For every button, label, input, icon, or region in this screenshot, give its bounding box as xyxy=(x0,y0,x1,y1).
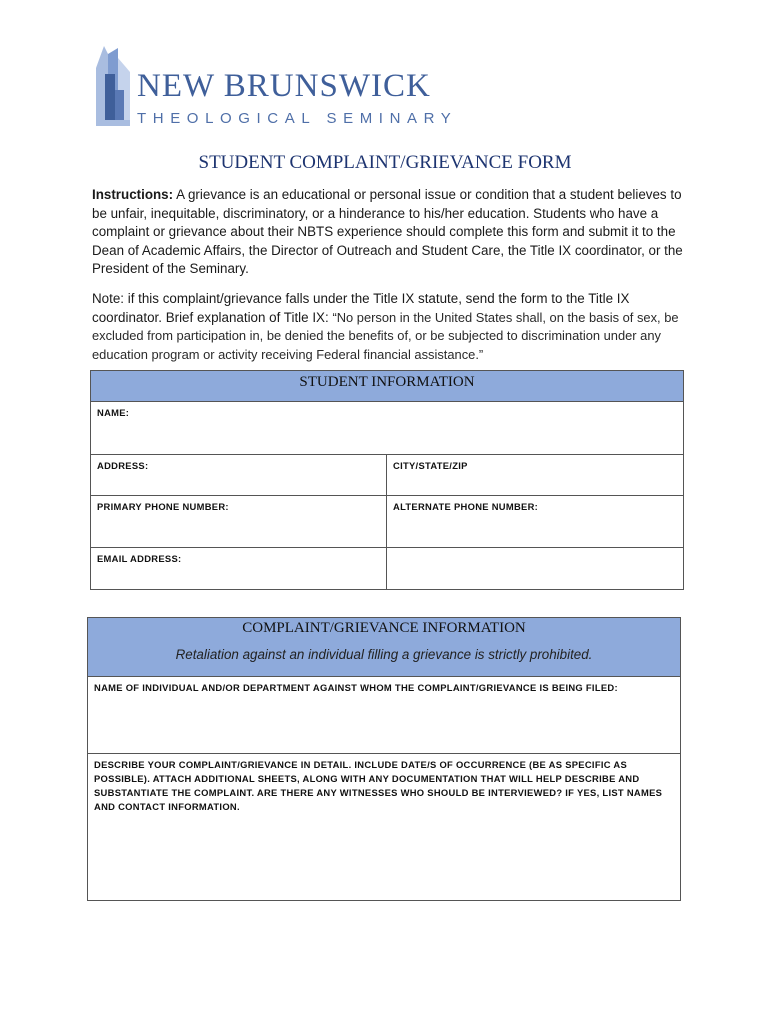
address-field[interactable] xyxy=(91,455,387,496)
logo-subtitle: THEOLOGICAL SEMINARY xyxy=(137,110,458,127)
student-info-header xyxy=(91,371,684,402)
city-state-zip-label: CITY/STATE/ZIP xyxy=(393,460,468,471)
tower-logo-icon xyxy=(94,44,138,128)
against-whom-field[interactable] xyxy=(88,677,681,754)
alternate-phone-field[interactable] xyxy=(387,496,684,548)
retaliation-note: Retaliation against an individual filling a grievance is strictly prohibited. xyxy=(175,647,593,662)
complaint-info-table xyxy=(87,617,681,901)
student-info-table xyxy=(90,370,684,590)
name-field[interactable] xyxy=(91,402,684,455)
email-field[interactable] xyxy=(91,548,387,590)
complaint-info-header xyxy=(88,618,681,677)
logo-name: NEW BRUNSWICK xyxy=(137,68,431,104)
student-info-heading: STUDENT INFORMATION xyxy=(299,374,475,390)
title-ix-note xyxy=(92,290,684,364)
city-state-zip-field[interactable] xyxy=(387,455,684,496)
instructions-paragraph xyxy=(92,186,684,279)
seminary-logo xyxy=(94,44,458,128)
alternate-phone-label: ALTERNATE PHONE NUMBER: xyxy=(393,501,539,512)
name-label: NAME: xyxy=(97,407,130,418)
email-label: EMAIL ADDRESS: xyxy=(97,553,182,564)
title-ix-quote: “No person in the United States shall, on the basis of sex, be excluded from participation in, be denied the benefits of, or be subjected to discrimination under any education program or activity receiving Federal financial assistance.” xyxy=(92,309,679,362)
instructions-text: A grievance is an educational or personal issue or condition that a student believes to be unfair, inequitable, discriminatory, or a hinderance to his/her education. Students who have a complaint or grievance about their NBTS experience should complete this form and submit it to the Dean of Academic Affairs, the Director of Outreach and Student Care, the Title IX coordinator, or the President of the Seminary. xyxy=(92,187,683,277)
primary-phone-field[interactable] xyxy=(91,496,387,548)
complaint-info-heading: COMPLAINT/GRIEVANCE INFORMATION xyxy=(242,620,526,636)
against-whom-label: NAME OF INDIVIDUAL AND/OR DEPARTMENT AGAINST WHOM THE COMPLAINT/GRIEVANCE IS BEING FILED: xyxy=(94,682,618,693)
describe-complaint-field[interactable] xyxy=(88,754,681,901)
describe-complaint-label: DESCRIBE YOUR COMPLAINT/GRIEVANCE IN DETAIL. INCLUDE DATE/S OF OCCURRENCE (BE AS SPECIFIC AS POSSIBLE). ATTACH ADDITIONAL SHEETS, ALONG WITH ANY DOCUMENTATION THAT WILL HELP DESCRIBE AND SUBSTANTIATE THE COMPLAINT. ARE THERE ANY WITNESSES WHO SHOULD BE INTERVIEWED? IF YES, LIST NAMES AND CONTACT INFORMATION. xyxy=(94,759,663,812)
instructions-label: Instructions: xyxy=(92,187,174,202)
email-extra-field[interactable] xyxy=(387,548,684,590)
note-text: Note: if this complaint/grievance falls under the Title IX statute, send the form to the Title IX coordinator. Brief explanation of Title IX: xyxy=(92,291,630,325)
page-title: STUDENT COMPLAINT/GRIEVANCE FORM xyxy=(198,152,572,173)
address-label: ADDRESS: xyxy=(97,460,149,471)
primary-phone-label: PRIMARY PHONE NUMBER: xyxy=(97,501,229,512)
